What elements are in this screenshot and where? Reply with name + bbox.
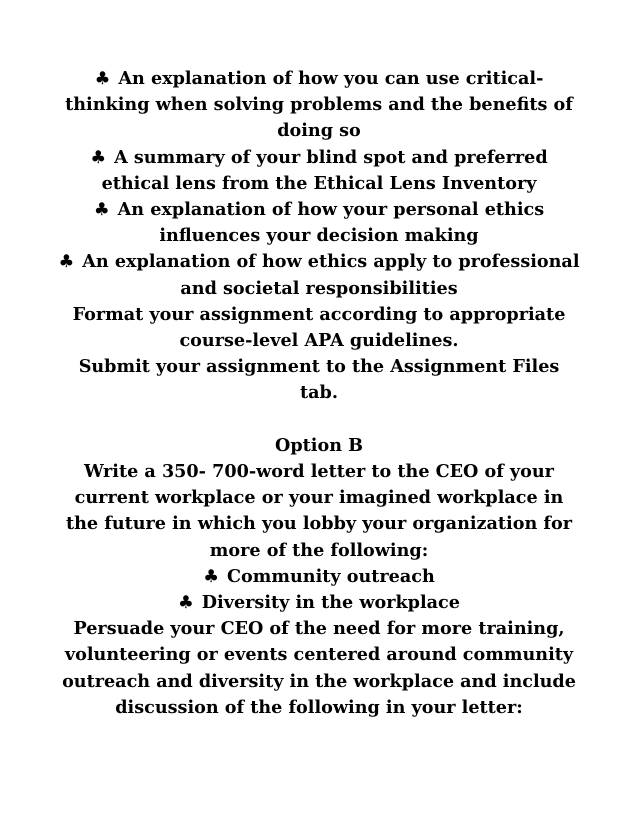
bullet-text: Diversity in the workplace: [201, 592, 460, 614]
bullet-item: [58, 564, 580, 590]
bullet-text: An explanation of how your personal ethics influences your decision making: [117, 199, 545, 247]
bullet-item: [58, 249, 580, 301]
bullet-item: [58, 66, 580, 145]
blank-line: [58, 407, 580, 433]
club-bullet-icon: ♣: [93, 200, 110, 221]
option-b-intro: Write a 350- 700-word letter to the CEO of your current workplace or your imagined workplace in the future in which you lobby your organization for more of the following:: [66, 461, 572, 561]
option-b-heading: Option B: [275, 434, 363, 456]
bullet-item: [58, 145, 580, 197]
club-bullet-icon: ♣: [94, 69, 111, 89]
submit-instruction: Submit your assignment to the Assignment Files tab.: [78, 356, 560, 404]
bullet-item: [58, 590, 580, 616]
bullet-text: A summary of your blind spot and preferred ethical lens from the Ethical Lens Inventory: [101, 146, 548, 194]
club-bullet-icon: ♣: [178, 593, 194, 614]
bullet-text: An explanation of how ethics apply to professional and societal responsibilities: [82, 251, 580, 299]
bullet-item: [58, 197, 580, 249]
format-instruction: Format your assignment according to appropriate course-level APA guidelines.: [72, 303, 566, 352]
bullet-text: An explanation of how you can use critical-thinking when solving problems and the benefits of doing so: [65, 68, 573, 142]
document-body: [58, 66, 580, 721]
club-bullet-icon: ♣: [203, 566, 220, 587]
club-bullet-icon: ♣: [90, 147, 107, 168]
bullet-text: Community outreach: [227, 565, 435, 587]
club-bullet-icon: ♣: [58, 252, 75, 273]
option-b-closing: Persuade your CEO of the need for more training, volunteering or events centered around community outreach and diversity in the workplace and include discussion of the following in your letter:: [62, 618, 576, 718]
